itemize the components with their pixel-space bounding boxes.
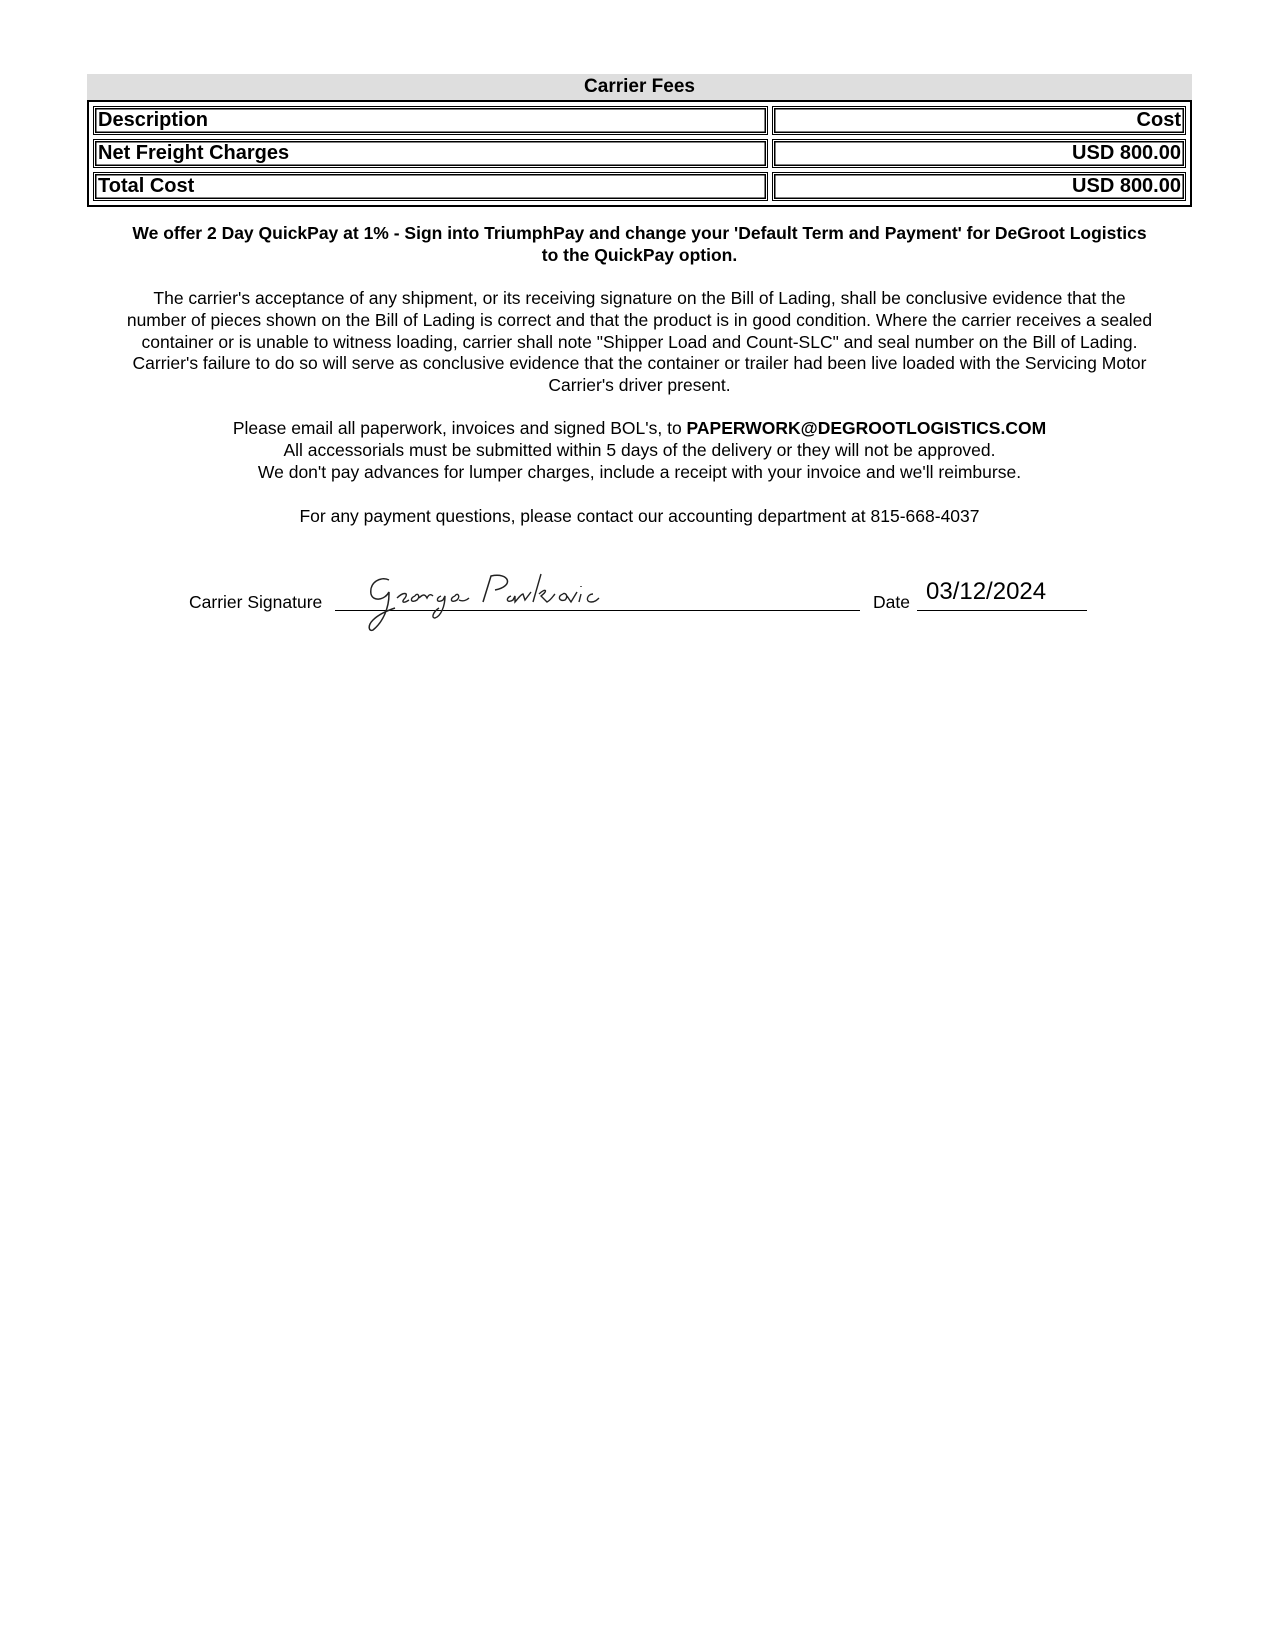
paperwork-email[interactable]: PAPERWORK@DEGROOTLOGISTICS.COM bbox=[686, 418, 1047, 438]
carrier-signature-label: Carrier Signature bbox=[189, 592, 323, 612]
terms-paragraph bbox=[84, 288, 1195, 397]
table-row bbox=[93, 172, 1186, 201]
terms-line: Carrier's failure to do so will serve as conclusive evidence that the container or trailer had been live loaded with the Servicing Motor bbox=[132, 353, 1147, 374]
carrier-fees-section bbox=[87, 74, 1192, 207]
email-prefix: Please email all paperwork, invoices and signed BOL's, to bbox=[232, 418, 687, 438]
lumper-note: We don't pay advances for lumper charges, include a receipt with your invoice and we'll reimburse. bbox=[257, 461, 1022, 482]
carrier-fees-table bbox=[87, 100, 1192, 207]
header-cost: Cost bbox=[772, 106, 1186, 135]
email-instruction bbox=[87, 418, 1192, 440]
handwritten-signature bbox=[359, 572, 649, 632]
date-label: Date bbox=[873, 592, 910, 612]
accessorials-note: All accessorials must be submitted within 5 days of the delivery or they will not be approved. bbox=[283, 439, 996, 460]
accounting-contact: For any payment questions, please contact our accounting department at 815-668-4037 bbox=[299, 506, 980, 526]
contact-block bbox=[87, 418, 1192, 483]
signature-graphic bbox=[359, 572, 649, 632]
carrier-fees-title: Carrier Fees bbox=[87, 74, 1192, 100]
signature-row bbox=[189, 578, 1109, 612]
row-description: Total Cost bbox=[93, 172, 768, 201]
table-header-row bbox=[93, 106, 1186, 135]
row-description: Net Freight Charges bbox=[93, 139, 768, 168]
quickpay-notice bbox=[87, 222, 1192, 266]
table-row bbox=[93, 139, 1186, 168]
signature-date: 03/12/2024 bbox=[926, 578, 1047, 605]
quickpay-line-2: to the QuickPay option. bbox=[541, 245, 738, 265]
row-cost: USD 800.00 bbox=[772, 139, 1186, 168]
terms-line: container or is unable to witness loading, carrier shall note "Shipper Load and Count-SLC" and seal number on the Bill of Lading. bbox=[141, 331, 1138, 352]
terms-line: Carrier's driver present. bbox=[548, 375, 731, 396]
quickpay-line-1: We offer 2 Day QuickPay at 1% - Sign into TriumphPay and change your 'Default Term and Payment' for DeGroot Logistics bbox=[132, 223, 1147, 243]
row-cost: USD 800.00 bbox=[772, 172, 1186, 201]
header-description: Description bbox=[93, 106, 768, 135]
date-line bbox=[917, 610, 1087, 611]
terms-line: The carrier's acceptance of any shipment, or its receiving signature on the Bill of Lading, shall be conclusive evidence that the bbox=[153, 288, 1126, 308]
terms-line: number of pieces shown on the Bill of Lading is correct and that the product is in good condition. Where the carrier receives a sealed bbox=[126, 309, 1153, 330]
